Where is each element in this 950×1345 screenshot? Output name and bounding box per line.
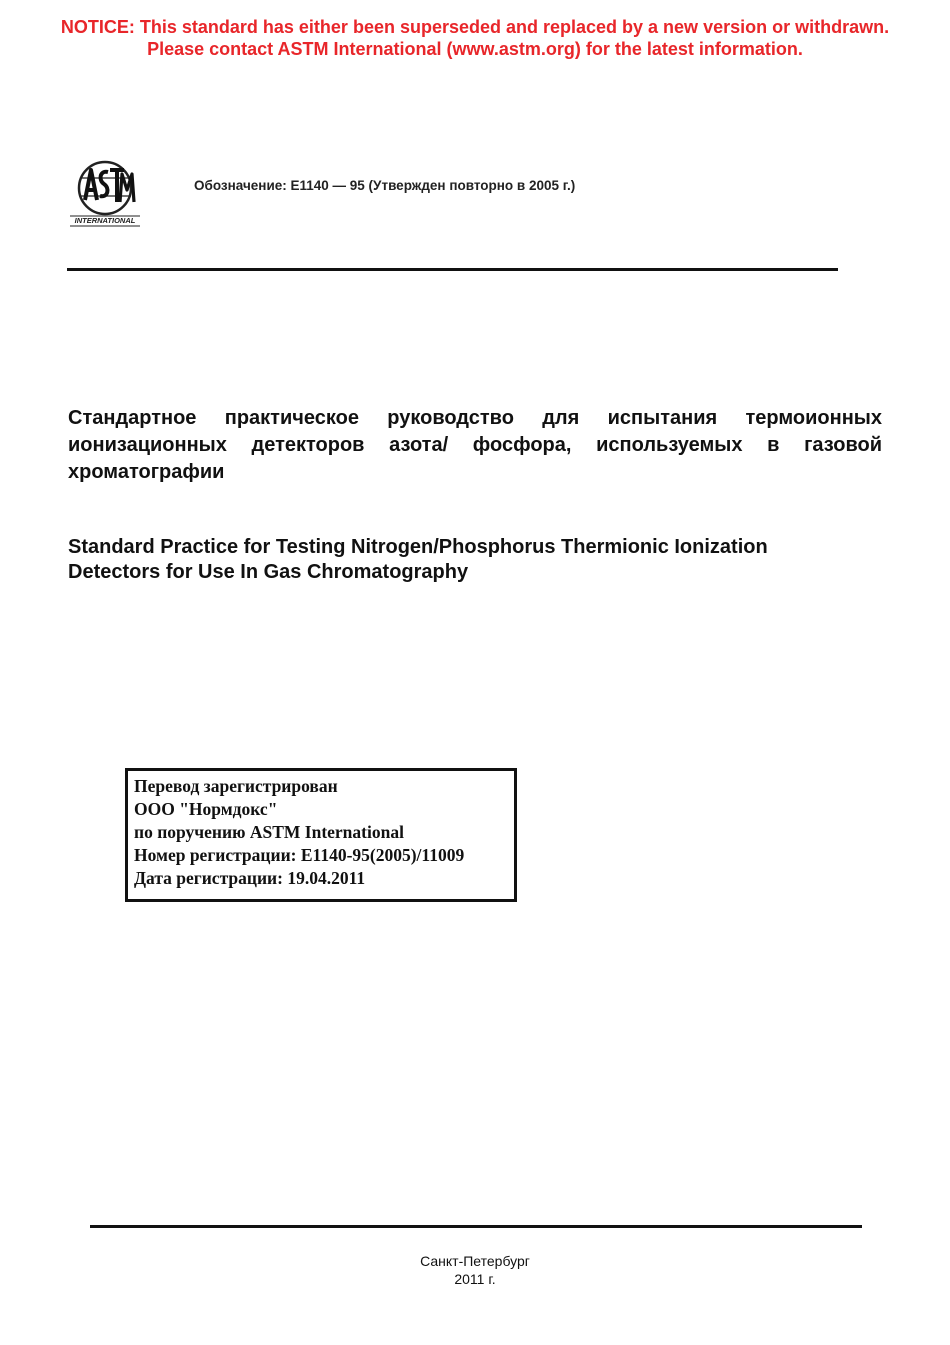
footer xyxy=(0,1252,950,1288)
registration-line-1: Перевод зарегистрирован xyxy=(134,776,338,796)
title-en-line-2: Detectors for Use In Gas Chromatography xyxy=(68,561,469,583)
title-ru-line-1: Стандартное практическое руководство для испытания термоионных xyxy=(68,407,882,429)
footer-city: Санкт-Петербург xyxy=(420,1253,530,1269)
title-english xyxy=(68,535,898,585)
registration-line-2: ООО "Нормдокс" xyxy=(134,799,278,819)
bottom-divider xyxy=(90,1225,862,1228)
title-en-line-1: Standard Practice for Testing Nitrogen/Phosphorus Thermionic Ionization xyxy=(68,536,768,558)
title-russian xyxy=(68,405,882,486)
footer-year: 2011 г. xyxy=(454,1271,496,1287)
notice-line-2: Please contact ASTM International (www.astm.org) for the latest information. xyxy=(147,39,803,59)
top-divider xyxy=(67,268,838,271)
registration-number: Номер регистрации: E1140-95(2005)/11009 xyxy=(134,845,465,865)
registration-line-3: по поручению ASTM International xyxy=(134,822,404,842)
notice-line-1: NOTICE: This standard has either been superseded and replaced by a new version or withdrawn. xyxy=(60,17,890,37)
notice-banner xyxy=(0,16,950,60)
logo-caption: INTERNATIONAL xyxy=(74,216,136,225)
title-ru-line-3: хроматографии xyxy=(68,461,225,483)
registration-date: Дата регистрации: 19.04.2011 xyxy=(134,868,366,888)
title-ru-line-2: ионизационных детекторов азота/ фосфора, используемых в газовой xyxy=(68,434,882,456)
designation: Обозначение: E1140 — 95 (Утвержден повторно в 2005 г.) xyxy=(194,178,576,193)
astm-logo-icon xyxy=(66,160,144,228)
registration-box xyxy=(125,768,517,902)
